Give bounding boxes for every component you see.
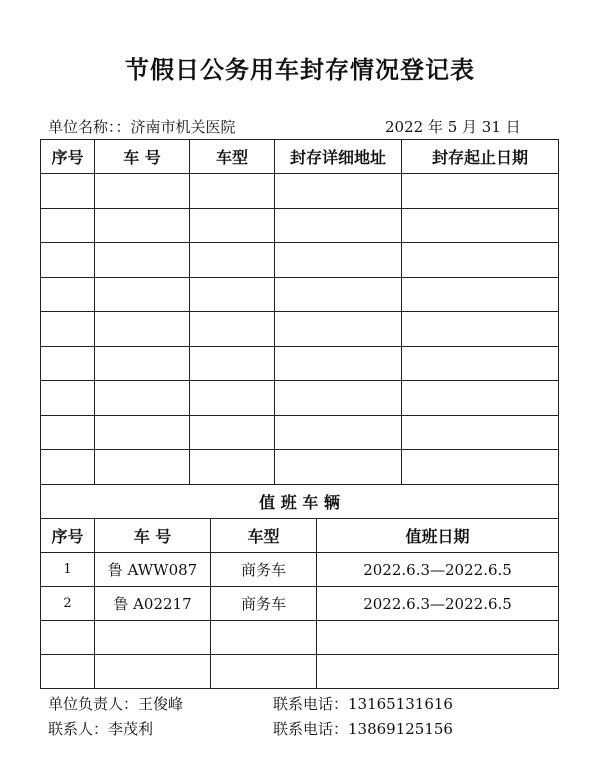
column-header: 序号 xyxy=(41,519,95,553)
section-title: 值 班 车 辆 xyxy=(41,485,559,519)
table-cell xyxy=(402,174,559,209)
table-cell xyxy=(95,243,190,278)
table-cell: 鲁 A02217 xyxy=(95,587,211,621)
table-row xyxy=(41,381,559,416)
table-row xyxy=(41,243,559,278)
table-cell xyxy=(41,312,95,347)
duty-header-row xyxy=(41,519,559,553)
table-cell xyxy=(95,312,190,347)
column-header: 封存起止日期 xyxy=(402,140,559,174)
table-cell xyxy=(41,208,95,243)
table-cell xyxy=(95,381,190,416)
table-cell xyxy=(190,208,275,243)
table-cell xyxy=(275,277,402,312)
table-cell xyxy=(41,277,95,312)
table-cell xyxy=(275,243,402,278)
column-header: 车型 xyxy=(211,519,317,553)
table-cell: 鲁 AWW087 xyxy=(95,553,211,587)
table-cell xyxy=(211,621,317,655)
table-row xyxy=(41,655,559,689)
table-cell xyxy=(95,208,190,243)
column-header: 车 号 xyxy=(95,140,190,174)
table-cell xyxy=(41,381,95,416)
unit-name: 单位名称：：济南市机关医院 xyxy=(48,118,236,136)
table-cell xyxy=(95,277,190,312)
table-cell xyxy=(402,312,559,347)
table-cell xyxy=(402,243,559,278)
table-cell xyxy=(190,450,275,485)
table-cell xyxy=(41,415,95,450)
table-cell xyxy=(402,277,559,312)
storage-header-row xyxy=(41,140,559,174)
table-cell xyxy=(41,621,95,655)
table-row xyxy=(41,277,559,312)
table-cell xyxy=(41,655,95,689)
table-cell xyxy=(95,450,190,485)
table-cell xyxy=(275,208,402,243)
form-date: 2022 年 5 月 31 日 xyxy=(385,118,521,136)
table-cell xyxy=(95,655,211,689)
table-cell xyxy=(190,174,275,209)
storage-table xyxy=(40,139,559,485)
table-row xyxy=(41,553,559,587)
table-cell xyxy=(402,208,559,243)
page-title: 节假日公务用车封存情况登记表 xyxy=(125,56,475,84)
table-cell xyxy=(41,243,95,278)
table-cell xyxy=(190,312,275,347)
column-header: 值班日期 xyxy=(317,519,559,553)
table-cell xyxy=(41,346,95,381)
table-cell xyxy=(275,381,402,416)
table-row xyxy=(41,208,559,243)
table-cell: 商务车 xyxy=(211,553,317,587)
table-row xyxy=(41,587,559,621)
table-cell xyxy=(95,174,190,209)
table-cell xyxy=(211,655,317,689)
contact-person: 联系人：李茂利 xyxy=(48,720,154,738)
table-cell: 2022.6.3—2022.6.5 xyxy=(317,553,559,587)
table-row xyxy=(41,450,559,485)
table-row xyxy=(41,346,559,381)
table-cell xyxy=(275,415,402,450)
table-cell xyxy=(190,277,275,312)
table-row xyxy=(41,621,559,655)
table-cell xyxy=(190,381,275,416)
table-cell xyxy=(190,415,275,450)
table-cell xyxy=(41,450,95,485)
table-cell xyxy=(402,381,559,416)
column-header: 车 号 xyxy=(95,519,211,553)
table-row xyxy=(41,415,559,450)
table-cell xyxy=(41,174,95,209)
column-header: 封存详细地址 xyxy=(275,140,402,174)
table-cell: 1 xyxy=(41,553,95,587)
phone-1: 联系电话：13165131616 xyxy=(273,695,453,713)
table-cell xyxy=(402,415,559,450)
table-row xyxy=(41,174,559,209)
table-cell xyxy=(402,346,559,381)
table-cell xyxy=(317,655,559,689)
table-cell xyxy=(317,621,559,655)
table-cell xyxy=(275,450,402,485)
table-cell: 2022.6.3—2022.6.5 xyxy=(317,587,559,621)
table-cell xyxy=(190,346,275,381)
table-cell xyxy=(95,621,211,655)
table-row xyxy=(41,312,559,347)
column-header: 序号 xyxy=(41,140,95,174)
table-cell: 商务车 xyxy=(211,587,317,621)
duty-section-row xyxy=(41,485,559,519)
table-cell xyxy=(275,174,402,209)
table-cell xyxy=(402,450,559,485)
table-cell xyxy=(275,312,402,347)
duty-table xyxy=(40,484,559,689)
table-cell xyxy=(190,243,275,278)
table-cell xyxy=(275,346,402,381)
table-cell: 2 xyxy=(41,587,95,621)
column-header: 车型 xyxy=(190,140,275,174)
phone-2: 联系电话：13869125156 xyxy=(273,720,453,738)
responsible-person: 单位负责人：王俊峰 xyxy=(48,695,184,713)
table-cell xyxy=(95,346,190,381)
table-cell xyxy=(95,415,190,450)
